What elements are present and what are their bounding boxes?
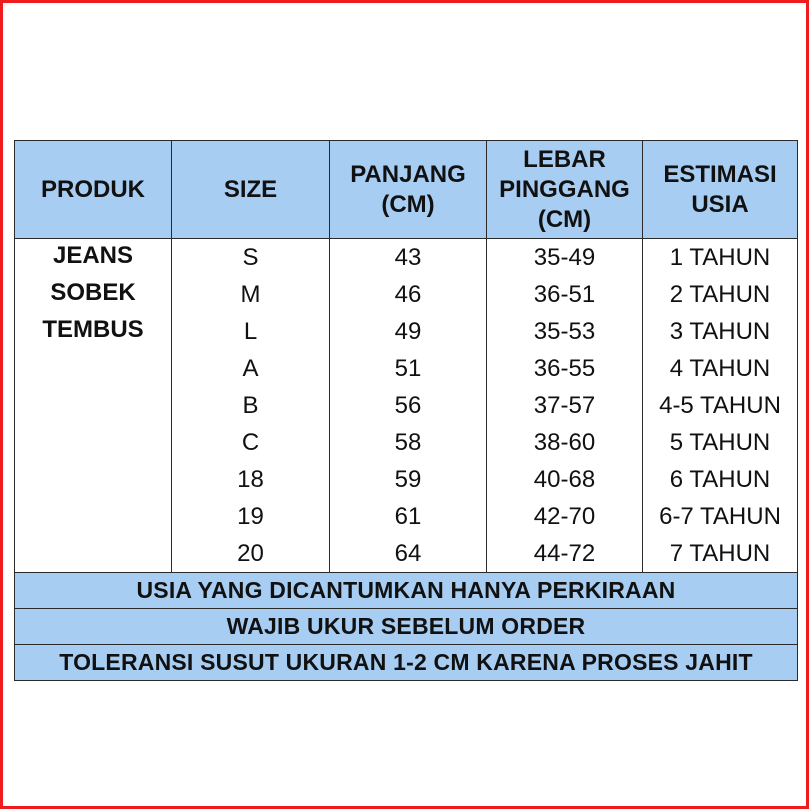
lebar-cell: 42-70 [487, 498, 643, 535]
header-row [15, 141, 798, 239]
usia-cell: 2 TAHUN [643, 276, 798, 313]
size-cell: 20 [172, 535, 330, 573]
note-estimate-age: USIA YANG DICANTUMKAN HANYA PERKIRAAN [15, 573, 798, 609]
size-cell: A [172, 350, 330, 387]
lebar-cell: 44-72 [487, 535, 643, 573]
header-panjang [330, 141, 487, 239]
lebar-cell: 40-68 [487, 461, 643, 498]
size-cell: 18 [172, 461, 330, 498]
header-produk: PRODUK [15, 141, 172, 239]
panjang-cell: 49 [330, 313, 487, 350]
header-estimasi-line: USIA [691, 190, 749, 218]
header-panjang-line: PANJANG [350, 160, 466, 188]
usia-cell: 6 TAHUN [643, 461, 798, 498]
panjang-cell: 58 [330, 424, 487, 461]
size-cell: S [172, 239, 330, 277]
note-row [15, 645, 798, 681]
lebar-cell: 38-60 [487, 424, 643, 461]
header-estimasi-line: ESTIMASI [663, 160, 777, 188]
header-lebar-line: LEBAR [523, 145, 606, 173]
header-lebar-pinggang [487, 141, 643, 239]
note-measure-before-order: WAJIB UKUR SEBELUM ORDER [15, 609, 798, 645]
panjang-cell: 43 [330, 239, 487, 277]
usia-cell: 5 TAHUN [643, 424, 798, 461]
panjang-cell: 56 [330, 387, 487, 424]
note-row [15, 609, 798, 645]
note-shrink-tolerance: TOLERANSI SUSUT UKURAN 1-2 CM KARENA PROSES JAHIT [15, 645, 798, 681]
lebar-cell: 35-53 [487, 313, 643, 350]
table-row [15, 239, 798, 277]
header-lebar-line: (CM) [537, 205, 592, 233]
usia-cell: 1 TAHUN [643, 239, 798, 277]
product-name-line: TEMBUS [42, 316, 144, 343]
size-cell: L [172, 313, 330, 350]
product-name-cell [15, 239, 172, 573]
panjang-cell: 59 [330, 461, 487, 498]
size-rows [15, 239, 798, 573]
product-name-line: JEANS [52, 242, 134, 269]
usia-cell: 4-5 TAHUN [643, 387, 798, 424]
size-cell: M [172, 276, 330, 313]
product-name-line: SOBEK [50, 279, 136, 306]
note-row [15, 573, 798, 609]
panjang-cell: 64 [330, 535, 487, 573]
header-size: SIZE [172, 141, 330, 239]
lebar-cell: 36-55 [487, 350, 643, 387]
usia-cell: 3 TAHUN [643, 313, 798, 350]
size-cell: 19 [172, 498, 330, 535]
header-estimasi-usia [643, 141, 798, 239]
usia-cell: 7 TAHUN [643, 535, 798, 573]
lebar-cell: 36-51 [487, 276, 643, 313]
lebar-cell: 37-57 [487, 387, 643, 424]
size-chart-table [14, 140, 798, 681]
panjang-cell: 46 [330, 276, 487, 313]
usia-cell: 6-7 TAHUN [643, 498, 798, 535]
size-cell: B [172, 387, 330, 424]
lebar-cell: 35-49 [487, 239, 643, 277]
header-lebar-line: PINGGANG [499, 175, 630, 203]
panjang-cell: 61 [330, 498, 487, 535]
notes-section [15, 573, 798, 681]
usia-cell: 4 TAHUN [643, 350, 798, 387]
size-cell: C [172, 424, 330, 461]
panjang-cell: 51 [330, 350, 487, 387]
header-panjang-line: (CM) [381, 190, 435, 218]
